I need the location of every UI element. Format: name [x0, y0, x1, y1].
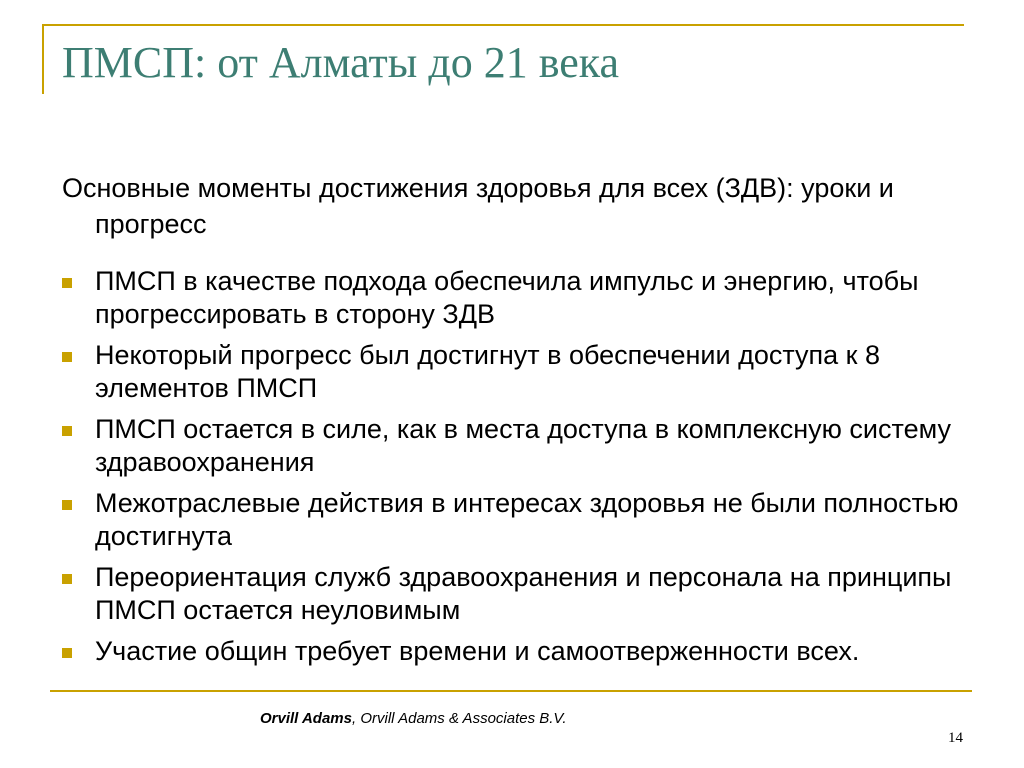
bullet-item — [62, 339, 962, 405]
footer-organization: , Orvill Adams & Associates B.V. — [351, 710, 567, 727]
footer-author: Orvill Adams — [260, 710, 352, 727]
bullet-text: ПМСП в качестве подхода обеспечила импульс и энергию, чтобы прогрессировать в сторону ЗДВ — [95, 266, 919, 329]
page-number: 14 — [948, 730, 963, 746]
bullet-text: ПМСП остается в силе, как в места доступа в комплексную систему здравоохранения — [95, 414, 951, 477]
bullet-text: Переориентация служб здравоохранения и персонала на принципы ПМСП остается неуловимым — [95, 562, 952, 625]
bullet-item — [62, 413, 962, 479]
slide-title: ПМСП: от Алматы до 21 века — [62, 38, 620, 87]
footer-credit — [260, 710, 567, 727]
left-accent-line — [42, 24, 44, 94]
bullet-text: Участие общин требует времени и самоотверженности всех. — [95, 636, 860, 666]
square-bullet-icon — [62, 648, 72, 658]
bullet-text: Межотраслевые действия в интересах здоровья не были полностью достигнута — [95, 488, 959, 551]
square-bullet-icon — [62, 574, 72, 584]
square-bullet-icon — [62, 500, 72, 510]
square-bullet-icon — [62, 352, 72, 362]
bottom-divider-line — [50, 690, 972, 692]
square-bullet-icon — [62, 278, 72, 288]
bullet-item — [62, 561, 962, 627]
top-divider-line — [42, 24, 964, 26]
square-bullet-icon — [62, 426, 72, 436]
bullet-item — [62, 635, 962, 668]
bullet-item — [62, 265, 962, 331]
slide-subtitle: Основные моменты достижения здоровья для всех (ЗДВ): уроки и прогресс — [62, 173, 894, 239]
bullet-list — [62, 265, 962, 676]
bullet-text: Некоторый прогресс был достигнут в обеспечении доступа к 8 элементов ПМСП — [95, 340, 880, 403]
bullet-item — [62, 487, 962, 553]
